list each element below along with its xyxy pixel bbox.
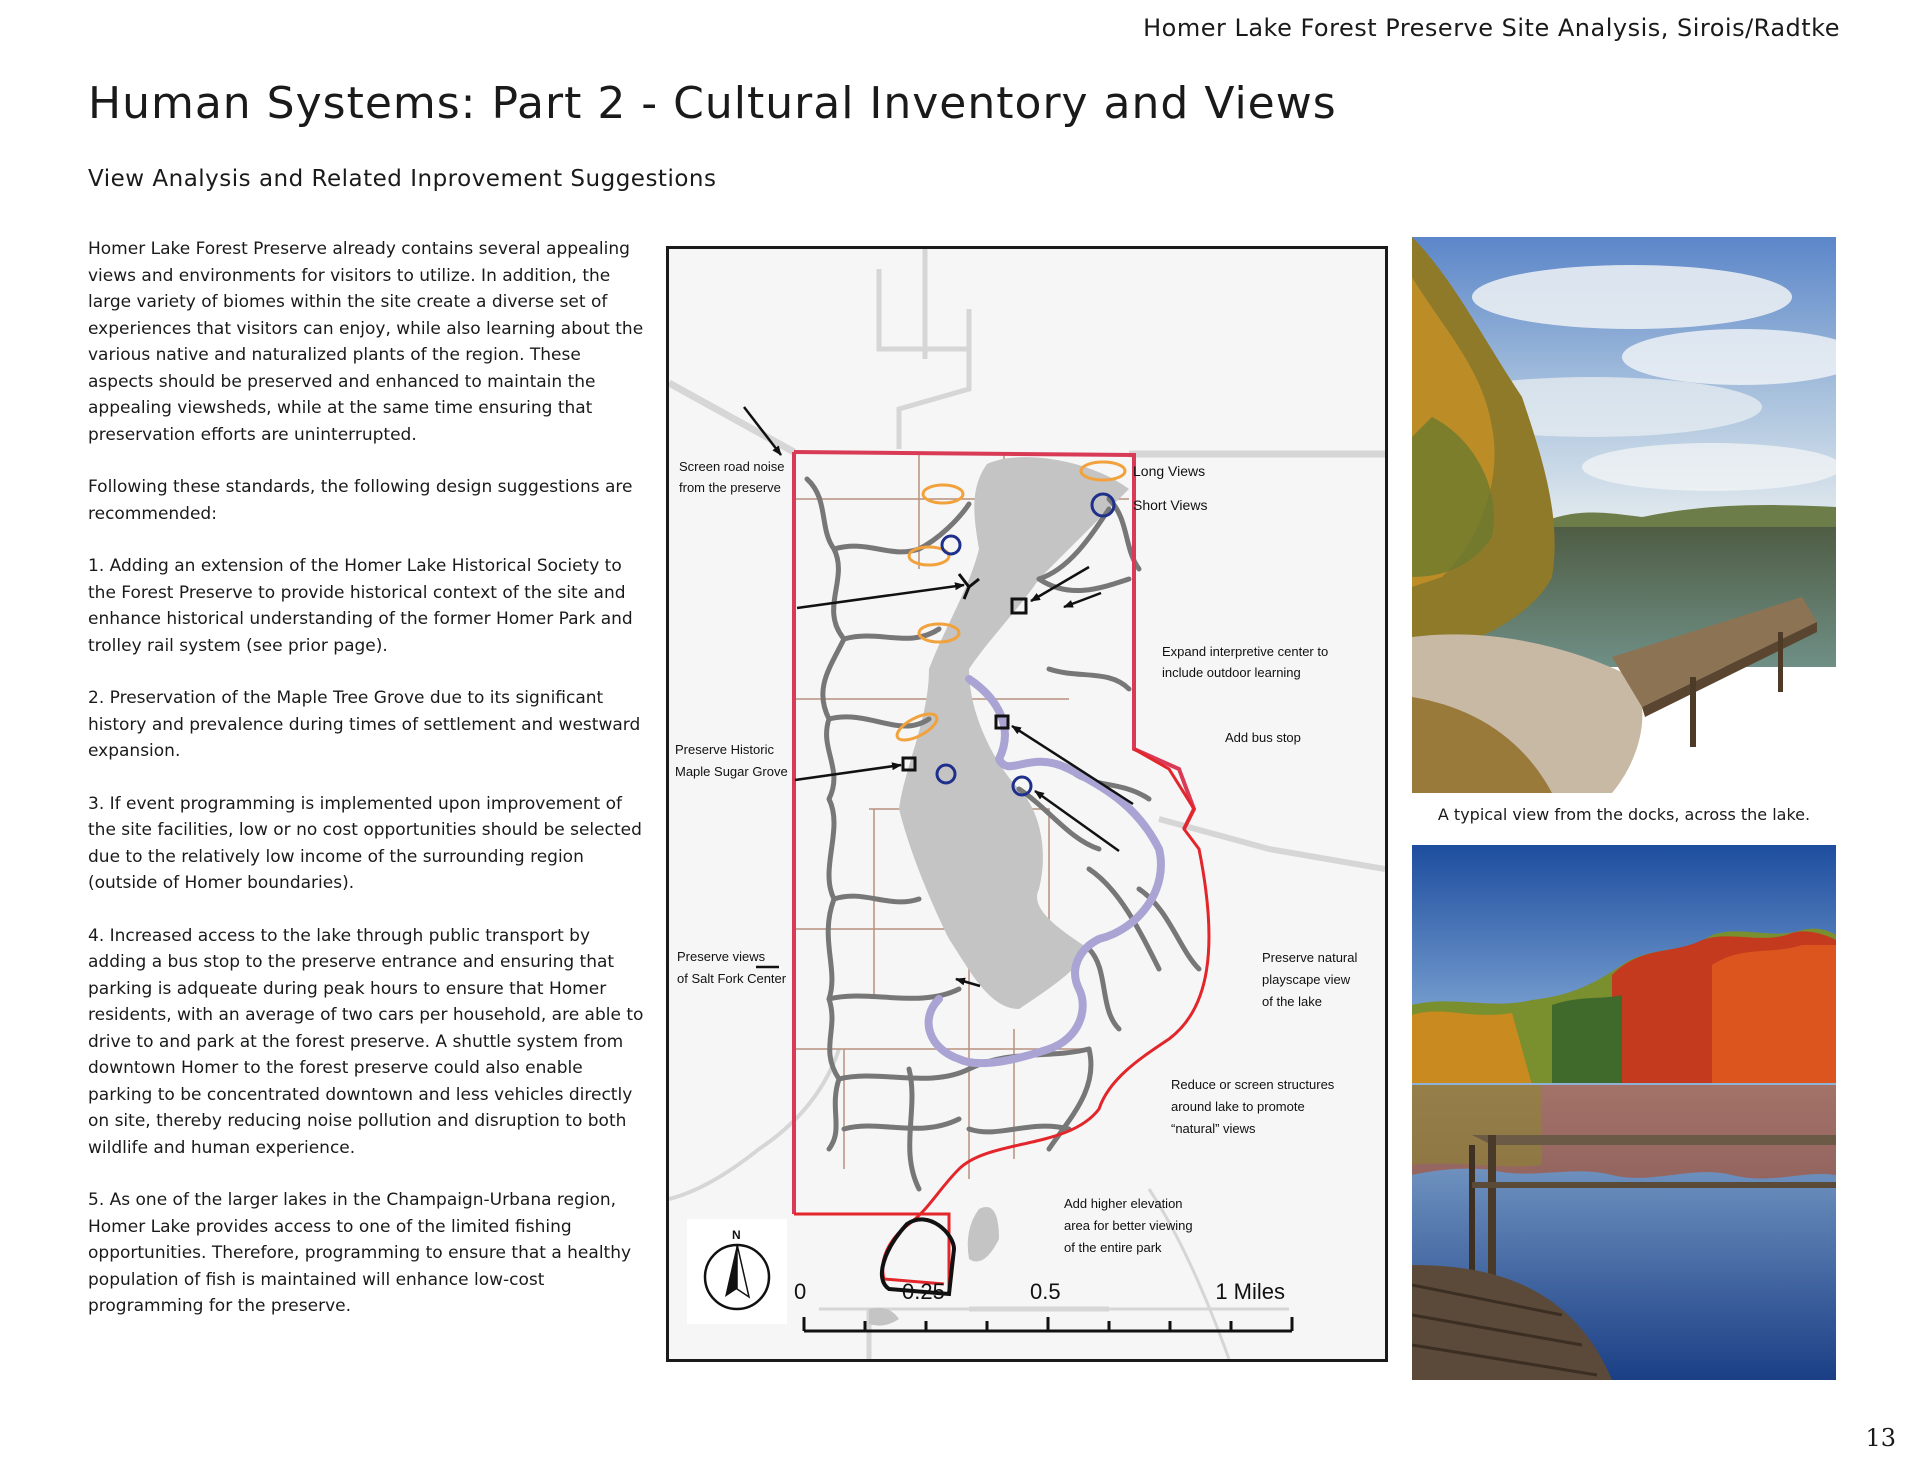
note-structures-1: Reduce or screen structures [1171,1077,1335,1092]
paragraph-suggestion-3: 3. If event programming is implemented upon improvement of the site facilities, low or no cost opportunities should be selected due to the relatively low income of the surrounding region (outside of Homer boundaries). [88,793,642,893]
note-playscape-2: playscape view [1262,972,1351,987]
scale-label-0-5: 0.5 [1030,1279,1061,1304]
scale-label-0-25: 0.25 [902,1279,945,1304]
short-view-marker [942,536,960,554]
scale-label-0: 0 [794,1279,807,1304]
note-playscape-3: of the lake [1262,994,1322,1009]
dock-lake-photo [1412,237,1836,793]
photo-caption: A typical view from the docks, across the lake. [1437,805,1811,824]
page-title: Human Systems: Part 2 - Cultural Inventory and Views [88,78,1337,129]
long-view-marker [923,485,963,503]
note-interp-1: Expand interpretive center to [1162,644,1329,659]
note-structures-3: “natural” views [1171,1121,1256,1136]
paragraph-suggestion-2: 2. Preservation of the Maple Tree Grove due to its significant history and prevalence during times of settlement and westward expansion. [88,688,641,761]
north-label: N [732,1228,741,1242]
north-arrow [687,1219,787,1324]
note-structures-2: around lake to promote [1171,1099,1305,1114]
running-title: Homer Lake Forest Preserve Site Analysis, Sirois/Radtke [1143,14,1840,42]
note-interp-2: include outdoor learning [1162,665,1301,680]
arrow-maple-grove [797,585,964,608]
note-elevation-2: area for better viewing [1064,1218,1193,1233]
note-elevation-3: of the entire park [1064,1240,1162,1255]
section-subtitle: View Analysis and Related Inprovement Suggestions [88,166,717,192]
short-views-label: Short Views [1133,497,1208,513]
note-salt-fork-2: of Salt Fork Center [677,971,787,986]
paragraph-suggestion-4: 4. Increased access to the lake through public transport by adding a bus stop to the preserve entrance and ensuring that parking is adqueate during peak hours to ensure that Homer residents, with an average of two cars per household, are able to drive to and park at the forest preserve. A shuttle system from downtown Homer to the forest preserve could also enable parking to be concentrated downtown and less vehicles directly on site, thereby reducing noise pollution and disruption to both wildlife and human experience. [88,925,644,1158]
page-number: 13 [1865,1424,1896,1452]
note-screen-noise-2: from the preserve [679,480,781,495]
note-maple-2: Maple Sugar Grove [675,764,788,779]
arrow-bus-stop [1064,593,1101,607]
paragraph-intro: Homer Lake Forest Preserve already contains several appealing views and environments for visitors to utilize. In addition, the large variety of biomes within the site create a diverse set of experiences that visitors can enjoy, while also learning about the various native and naturalized plants of the region. These aspects should be preserved and enhanced to maintain the appealing viewsheds, while at the same time ensuring that preservation efforts are uninterrupted. [88,239,644,445]
note-maple-1: Preserve Historic [675,742,774,757]
scale-label-1-miles: 1 Miles [1215,1279,1285,1304]
body-text [88,236,648,1346]
arrow-salt-fork [795,765,901,780]
paragraph-suggestion-1: 1. Adding an extension of the Homer Lake Historical Society to the Forest Preserve to provide historical context of the site and enhance historical understanding of the former Homer Park and trolley rail system (see prior page). [88,556,633,656]
note-bus-stop: Add bus stop [1225,730,1301,745]
note-screen-noise-1: Screen road noise [679,459,785,474]
lower-pond [968,1207,999,1262]
long-views-label: Long Views [1133,463,1206,479]
site-map [666,246,1388,1362]
autumn-lake-photo [1412,845,1836,1380]
note-elevation-1: Add higher elevation [1064,1196,1183,1211]
paragraph-standards: Following these standards, the following design suggestions are recommended: [88,477,633,524]
arrow-structures [1035,791,1119,851]
note-salt-fork-1: Preserve views [677,949,766,964]
paragraph-suggestion-5: 5. As one of the larger lakes in the Champaign-Urbana region, Homer Lake provides access to one of the limited fishing opportunities. Therefore, programming to ensure that a healthy population of fish is maintained will enhance low-cost programming for the preserve. [88,1190,632,1316]
note-playscape-1: Preserve natural [1262,950,1358,965]
